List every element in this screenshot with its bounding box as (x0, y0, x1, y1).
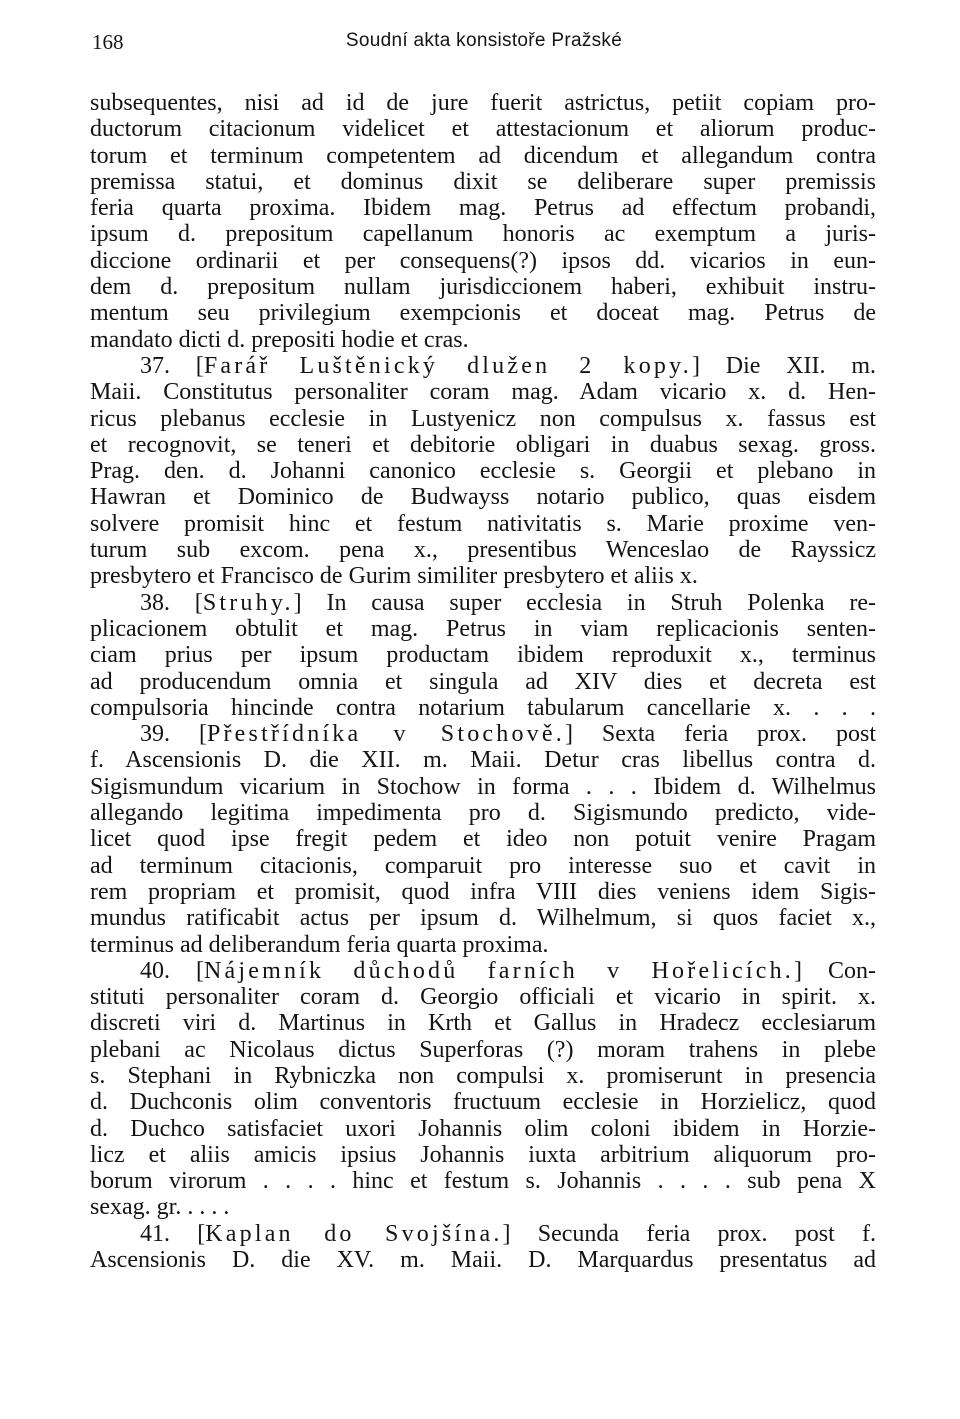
text-line: solvere promisit hinc et festum nativitatis s. Marie proxime ven- (90, 510, 876, 537)
text-line: subsequentes, nisi ad id de jure fuerit astrictus, petiit copiam pro- (90, 90, 876, 116)
text-line: allegando legitima impedimenta pro d. Sigismundo predicto, vide- (90, 800, 876, 827)
body-text (90, 90, 876, 1273)
entry-text: ] Die XII. m. (691, 352, 876, 379)
text-line: s. Stephani in Rybniczka non compulsi x. promiserunt in presencia (90, 1062, 876, 1089)
text-line: terminus ad deliberandum feria quarta proxima. (90, 931, 549, 958)
entry-number: 37. [ (140, 352, 204, 379)
text-line: ipsum d. prepositum capellanum honoris ac exemptum a juris- (90, 221, 876, 248)
text-line: torum et terminum competentem ad dicendum et allegandum contra (90, 142, 876, 169)
entry-heading-line (90, 590, 876, 616)
entry-number: 38. [ (140, 589, 203, 616)
text-line: plicacionem obtulit et mag. Petrus in viam replicacionis senten- (90, 615, 876, 642)
text-line: f. Ascensionis D. die XII. m. Maii. Detur cras libellus contra d. (90, 747, 876, 774)
text-line: ductorum citacionum videlicet et attestacionum et aliorum produc- (90, 116, 876, 143)
text-line: borum virorum . . . . hinc et festum s. Johannis . . . . sub pena X (90, 1168, 876, 1195)
text-line: discreti viri d. Martinus in Krth et Gallus in Hradecz ecclesiarum (90, 1010, 876, 1037)
entry-number: 39. [ (140, 721, 207, 748)
text-line: Ascensionis D. die XV. m. Maii. D. Marquardus presentatus ad (90, 1247, 876, 1274)
text-line: ricus plebanus ecclesie in Lustyenicz non compulsus x. fassus est (90, 405, 876, 432)
text-line: d. Duchconis olim conventoris fructuum ecclesie in Horzielicz, quod (90, 1089, 876, 1116)
text-line: presbytero et Francisco de Gurim similiter presbytero et aliis x. (90, 563, 698, 590)
text-line: premissa statui, et dominus dixit se deliberare super premissis (90, 168, 876, 195)
page-number: 168 (92, 30, 124, 54)
running-title: Soudní akta konsistoře Pražské (345, 30, 623, 51)
text-line: d. Duchco satisfaciet uxori Johannis olim coloni ibidem in Horzie- (90, 1115, 876, 1142)
entry-heading-line (90, 958, 876, 984)
text-line: ad terminum citacionis, comparuit pro interesse suo et cavit in (90, 852, 876, 879)
entry-text: ] In causa super ecclesia in Struh Polenka re- (293, 589, 876, 616)
text-line: Hawran et Dominico de Budwayss notario publico, quas eisdem (90, 484, 876, 511)
text-line: et recognovit, se teneri et debitorie obligari in duabus sexag. gross. (90, 431, 876, 458)
text-line: licet quod ipse fregit pedem et ideo non potuit venire Pragam (90, 826, 876, 853)
text-line: sexag. gr. . . . . (90, 1194, 230, 1221)
entry-text: ] Con- (794, 957, 876, 984)
entry-title: Struhy. (202, 589, 294, 616)
text-line: stituti personaliter coram d. Georgio officiali et vicario in spirit. x. (90, 984, 876, 1011)
entry-heading-line (90, 1221, 876, 1247)
text-line: Sigismundum vicarium in Stochow in forma . . . Ibidem d. Wilhelmus (90, 773, 876, 800)
text-line: plebani ac Nicolaus dictus Superforas (?) moram trahens in plebe (90, 1036, 876, 1063)
text-line: feria quarta proxima. Ibidem mag. Petrus ad effectum probandi, (90, 195, 876, 222)
page-header (92, 30, 876, 60)
text-line: Prag. den. d. Johanni canonico ecclesie s. Georgii et plebano in (90, 458, 876, 485)
text-line: licz et aliis amicis ipsius Johannis iuxta arbitrium aliquorum pro- (90, 1141, 876, 1168)
entry-heading-line (90, 721, 876, 747)
text-line: dem d. prepositum nullam jurisdiccionem haberi, exhibuit instru- (90, 274, 876, 301)
text-line: Maii. Constitutus personaliter coram mag. Adam vicario x. d. Hen- (90, 379, 876, 406)
entry-heading-line (90, 353, 876, 379)
text-line: turum sub excom. pena x., presentibus Wenceslao de Rayssicz (90, 537, 876, 564)
entry-text: ] Secunda feria prox. post f. (502, 1220, 876, 1247)
text-line: ciam prius per ipsum productam ibidem reproduxit x., terminus (90, 642, 876, 669)
text-line: mandato dicti d. prepositi hodie et cras. (90, 326, 469, 353)
text-line: rem propriam et promisit, quod infra VIII dies veniens idem Sigis- (90, 878, 876, 905)
entry-number: 40. [ (140, 957, 204, 984)
entry-title: Farář Luštěnický dlužen 2 kopy. (203, 352, 692, 379)
entry-title: Nájemník důchodů farních v Hořelicích. (203, 957, 795, 984)
entry-title: Kaplan do Svojšína. (205, 1220, 503, 1247)
entry-number: 41. [ (140, 1220, 206, 1247)
text-line: diccione ordinarii et per consequens(?) ipsos dd. vicarios in eun- (90, 247, 876, 274)
text-line: ad producendum omnia et singula ad XIV dies et decreta est (90, 668, 876, 695)
entry-text: ] Sexta feria prox. post (564, 721, 876, 748)
text-line: mentum seu privilegium exempcionis et doceat mag. Petrus de (90, 300, 876, 327)
text-line: compulsoria hincinde contra notarium tabularum cancellarie x. . . . (90, 694, 876, 721)
text-line: mundus ratificabit actus per ipsum d. Wilhelmum, si quos faciet x., (90, 905, 876, 932)
entry-title: Přestřídníka v Stochově. (206, 721, 565, 748)
